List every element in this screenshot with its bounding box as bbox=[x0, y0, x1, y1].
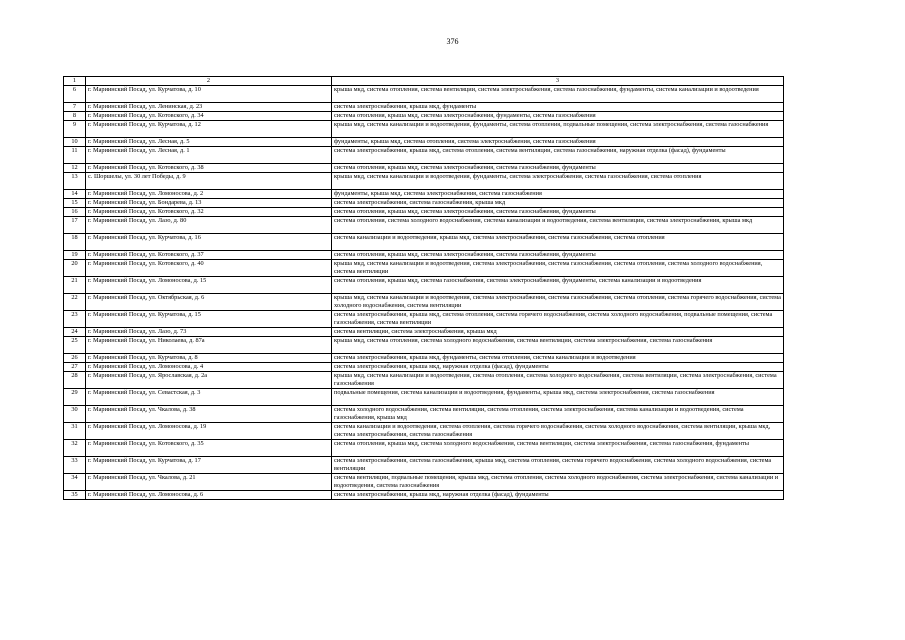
row-number-cell: 24 bbox=[64, 327, 86, 336]
works-cell: фундаменты, крыша мкд, система электроснабжения, система газоснабжения bbox=[332, 189, 784, 198]
table-row bbox=[64, 456, 784, 473]
address-cell: г. Мариинский Посад, ул. Лесная, д. 1 bbox=[86, 146, 332, 163]
table-row bbox=[64, 163, 784, 172]
table-header-row bbox=[64, 77, 784, 86]
table-row bbox=[64, 310, 784, 327]
works-cell: крыша мкд, система канализации и водоотведения, система отопления, система холодного водоснабжения, система вентиляции, система электроснабжения, система газоснабжения bbox=[332, 371, 784, 388]
works-cell: система отопления, крыша мкд, система газоснабжения, система электроснабжения, фундаменты, система канализации и водоотведения bbox=[332, 276, 784, 293]
works-cell: система канализации и водоотведения, крыша мкд, система электроснабжения, система газоснабжения, система отопления bbox=[332, 233, 784, 250]
table-row bbox=[64, 259, 784, 276]
table-row bbox=[64, 172, 784, 189]
row-number-cell: 15 bbox=[64, 198, 86, 207]
works-cell: система электроснабжения, крыша мкд, система отопления, система вентиляции, система газоснабжения, наружная отделка (фасад), фундаменты bbox=[332, 146, 784, 163]
address-cell: г. Мариинский Посад, ул. Чкалова, д. 38 bbox=[86, 405, 332, 422]
table-row bbox=[64, 490, 784, 499]
works-cell: крыша мкд, система отопления, система холодного водоснабжения, система вентиляции, система электроснабжения, система газоснабжения bbox=[332, 336, 784, 353]
works-cell: система электроснабжения, крыша мкд, наружная отделка (фасад), фундаменты bbox=[332, 362, 784, 371]
table-row bbox=[64, 233, 784, 250]
row-number-cell: 10 bbox=[64, 137, 86, 146]
works-cell: система холодного водоснабжения, система вентиляции, система отопления, система электроснабжения, система канализации и водоотведения, система газоснабжения, крыша мкд bbox=[332, 405, 784, 422]
row-number-cell: 25 bbox=[64, 336, 86, 353]
table-row bbox=[64, 102, 784, 111]
works-cell: система электроснабжения, крыша мкд, фундаменты, система отопления, система канализации и водоотведения bbox=[332, 353, 784, 362]
table-row bbox=[64, 439, 784, 456]
table-row bbox=[64, 207, 784, 216]
address-cell: г. Мариинский Посад, ул. Курчатова, д. 15 bbox=[86, 310, 332, 327]
table-row bbox=[64, 250, 784, 259]
row-number-cell: 28 bbox=[64, 371, 86, 388]
row-number-cell: 12 bbox=[64, 163, 86, 172]
header-cell-works: 3 bbox=[332, 77, 784, 86]
address-cell: г. Мариинский Посад, ул. Лесная, д. 5 bbox=[86, 137, 332, 146]
address-cell: г. Мариинский Посад, ул. Октябрьская, д. 6 bbox=[86, 293, 332, 310]
works-cell: система отопления, крыша мкд, система холодного водоснабжения, система вентиляции, система электроснабжения, система газоснабжения, фундаменты bbox=[332, 439, 784, 456]
address-cell: г. Мариинский Посад, ул. Лазо, д. 73 bbox=[86, 327, 332, 336]
header-cell-address: 2 bbox=[86, 77, 332, 86]
works-cell: система электроснабжения, крыша мкд, фундаменты bbox=[332, 102, 784, 111]
address-cell: г. Мариинский Посад, ул. Курчатова, д. 12 bbox=[86, 120, 332, 137]
works-cell: фундаменты, крыша мкд, система отопления, система электроснабжения, система газоснабжения bbox=[332, 137, 784, 146]
address-cell: г. Мариинский Посад, ул. Ломоносова, д. 19 bbox=[86, 422, 332, 439]
address-cell: г. Мариинский Посад, ул. Курчатова, д. 8 bbox=[86, 353, 332, 362]
works-cell: подвальные помещения, система канализации и водоотведения, фундаменты, крыша мкд, система электроснабжения, система газоснабжения bbox=[332, 388, 784, 405]
address-cell: г. Мариинский Посад, ул. Ломоносова, д. 15 bbox=[86, 276, 332, 293]
row-number-cell: 22 bbox=[64, 293, 86, 310]
registry-table-body bbox=[64, 77, 784, 500]
address-cell: г. Мариинский Посад, ул. Котовского, д. 32 bbox=[86, 207, 332, 216]
table-row bbox=[64, 120, 784, 137]
address-cell: с. Шоршелы, ул. 30 лет Победы, д. 9 bbox=[86, 172, 332, 189]
works-cell: система электроснабжения, система газоснабжения, крыша мкд, система отопления, система горячего водоснабжения, система холодного водоснабжения, система вентиляции bbox=[332, 456, 784, 473]
works-cell: крыша мкд, система канализации и водоотведения, система электроснабжения, система газоснабжения, система отопления, система горячего водоснабжения, система холодного водоснабжения, система вентиляции bbox=[332, 293, 784, 310]
table-row bbox=[64, 276, 784, 293]
table-row bbox=[64, 146, 784, 163]
row-number-cell: 35 bbox=[64, 490, 86, 499]
table-row bbox=[64, 327, 784, 336]
address-cell: г. Мариинский Посад, ул. Ломоносова, д. 4 bbox=[86, 362, 332, 371]
table-row bbox=[64, 405, 784, 422]
table-row bbox=[64, 371, 784, 388]
table-row bbox=[64, 473, 784, 490]
address-cell: г. Мариинский Посад, ул. Лазо, д. 80 bbox=[86, 216, 332, 233]
row-number-cell: 16 bbox=[64, 207, 86, 216]
registry-table bbox=[63, 76, 784, 500]
row-number-cell: 27 bbox=[64, 362, 86, 371]
works-cell: система отопления, крыша мкд, система электроснабжения, фундаменты, система газоснабжения bbox=[332, 111, 784, 120]
row-number-cell: 6 bbox=[64, 85, 86, 102]
row-number-cell: 20 bbox=[64, 259, 86, 276]
table-row bbox=[64, 137, 784, 146]
table-row bbox=[64, 388, 784, 405]
row-number-cell: 14 bbox=[64, 189, 86, 198]
works-cell: система отопления, крыша мкд, система электроснабжения, система газоснабжения, фундаменты bbox=[332, 163, 784, 172]
row-number-cell: 7 bbox=[64, 102, 86, 111]
table-row bbox=[64, 422, 784, 439]
row-number-cell: 11 bbox=[64, 146, 86, 163]
row-number-cell: 9 bbox=[64, 120, 86, 137]
address-cell: г. Мариинский Посад, ул. Курчатова, д. 16 bbox=[86, 233, 332, 250]
address-cell: г. Мариинский Посад, ул. Котовского, д. 37 bbox=[86, 250, 332, 259]
works-cell: система электроснабжения, крыша мкд, наружная отделка (фасад), фундаменты bbox=[332, 490, 784, 499]
row-number-cell: 33 bbox=[64, 456, 86, 473]
works-cell: система отопления, система холодного водоснабжения, система канализации и водоотведения, система вентиляции, система электроснабжения, крыша мкд bbox=[332, 216, 784, 233]
row-number-cell: 29 bbox=[64, 388, 86, 405]
row-number-cell: 8 bbox=[64, 111, 86, 120]
works-cell: система канализации и водоотведения, система отопления, система горячего водоснабжения, система холодного водоснабжения, система вентиляции, крыша мкд, система электроснабжения, система газоснабжения bbox=[332, 422, 784, 439]
address-cell: г. Мариинский Посад, ул. Котовского, д. 40 bbox=[86, 259, 332, 276]
address-cell: г. Мариинский Посад, ул. Курчатова, д. 10 bbox=[86, 85, 332, 102]
row-number-cell: 30 bbox=[64, 405, 86, 422]
page-number: 376 bbox=[446, 37, 459, 46]
table-row bbox=[64, 353, 784, 362]
row-number-cell: 18 bbox=[64, 233, 86, 250]
address-cell: г. Мариинский Посад, ул. Севастская, д. 3 bbox=[86, 388, 332, 405]
address-cell: г. Мариинский Посад, ул. Котовского, д. 34 bbox=[86, 111, 332, 120]
row-number-cell: 21 bbox=[64, 276, 86, 293]
address-cell: г. Мариинский Посад, ул. Ломоносова, д. 2 bbox=[86, 189, 332, 198]
row-number-cell: 13 bbox=[64, 172, 86, 189]
row-number-cell: 31 bbox=[64, 422, 86, 439]
works-cell: система электроснабжения, крыша мкд, система отопления, система горячего водоснабжения, система холодного водоснабжения, подвальные помещения, система газоснабжения, система вентиляции bbox=[332, 310, 784, 327]
table-row bbox=[64, 85, 784, 102]
works-cell: система отопления, крыша мкд, система электроснабжения, система газоснабжения, фундаменты bbox=[332, 207, 784, 216]
row-number-cell: 26 bbox=[64, 353, 86, 362]
table-row bbox=[64, 189, 784, 198]
row-number-cell: 34 bbox=[64, 473, 86, 490]
works-cell: система вентиляции, система электроснабжения, крыша мкд bbox=[332, 327, 784, 336]
address-cell: г. Мариинский Посад, ул. Бондарева, д. 13 bbox=[86, 198, 332, 207]
row-number-cell: 23 bbox=[64, 310, 86, 327]
table-row bbox=[64, 293, 784, 310]
row-number-cell: 32 bbox=[64, 439, 86, 456]
table-row bbox=[64, 216, 784, 233]
address-cell: г. Мариинский Посад, ул. Котовского, д. 35 bbox=[86, 439, 332, 456]
address-cell: г. Мариинский Посад, ул. Чкалова, д. 21 bbox=[86, 473, 332, 490]
address-cell: г. Мариинский Посад, ул. Николаева, д. 87а bbox=[86, 336, 332, 353]
address-cell: г. Мариинский Посад, ул. Котовского, д. 38 bbox=[86, 163, 332, 172]
address-cell: г. Мариинский Посад, ул. Ленинская, д. 23 bbox=[86, 102, 332, 111]
works-cell: крыша мкд, система канализации и водоотведения, система электроснабжения, система газоснабжения, система отопления, система холодного водоснабжения, система вентиляции bbox=[332, 259, 784, 276]
table-row bbox=[64, 198, 784, 207]
table-row bbox=[64, 111, 784, 120]
works-cell: крыша мкд, система канализации и водоотведения, фундаменты, система отопления, подвальные помещения, система электроснабжения, система газоснабжения bbox=[332, 120, 784, 137]
works-cell: система электроснабжения, система газоснабжения, крыша мкд bbox=[332, 198, 784, 207]
row-number-cell: 17 bbox=[64, 216, 86, 233]
address-cell: г. Мариинский Посад, ул. Ломоносова, д. 6 bbox=[86, 490, 332, 499]
works-cell: крыша мкд, система отопления, система вентиляции, система электроснабжения, система газоснабжения, фундаменты, система канализации и водоотведения bbox=[332, 85, 784, 102]
address-cell: г. Мариинский Посад, ул. Ярославская, д. 2а bbox=[86, 371, 332, 388]
address-cell: г. Мариинский Посад, ул. Курчатова, д. 17 bbox=[86, 456, 332, 473]
header-cell-number: 1 bbox=[64, 77, 86, 86]
works-cell: система вентиляции, подвальные помещения, крыша мкд, система отопления, система холодного водоснабжения, система электроснабжения, система канализации и водоотведения, система газоснабжения bbox=[332, 473, 784, 490]
table-row bbox=[64, 336, 784, 353]
row-number-cell: 19 bbox=[64, 250, 86, 259]
works-cell: крыша мкд, система канализации и водоотведения, фундаменты, система электроснабжения, система газоснабжения, система отопления bbox=[332, 172, 784, 189]
works-cell: система отопления, крыша мкд, система электроснабжения, система газоснабжения, фундаменты bbox=[332, 250, 784, 259]
table-row bbox=[64, 362, 784, 371]
